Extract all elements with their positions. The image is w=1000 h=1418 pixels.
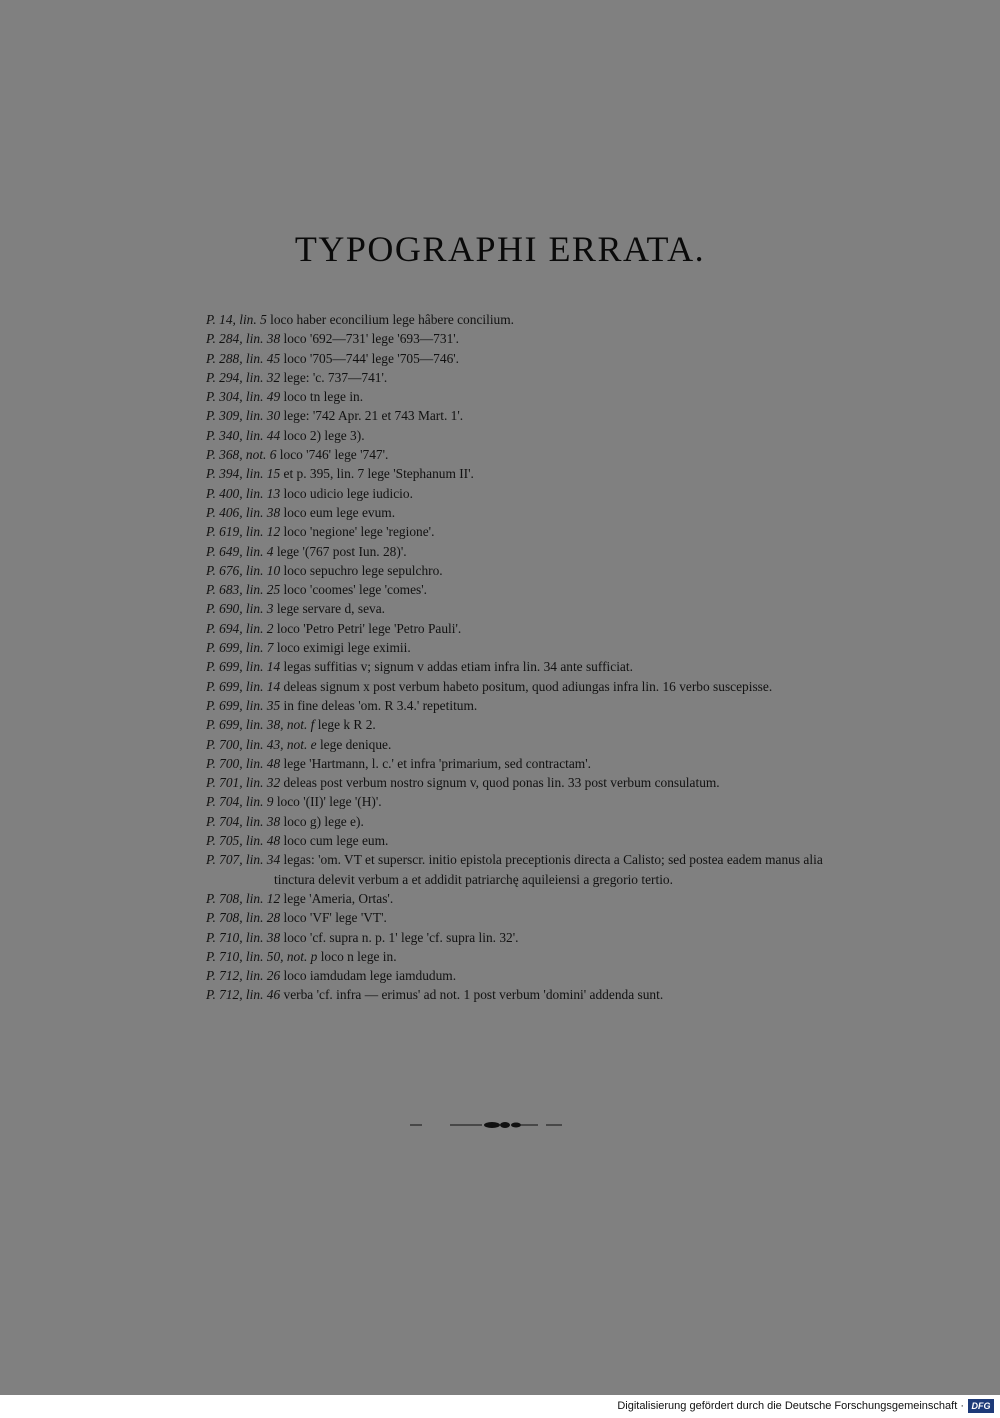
errata-entry xyxy=(206,503,836,522)
entry-correction: loco '692—731' lege '693—731'. xyxy=(280,331,460,347)
entry-reference: P. 394, lin. 15 xyxy=(206,466,281,482)
entry-correction: loco n lege in. xyxy=(317,948,397,964)
errata-entry xyxy=(206,368,836,387)
entry-reference: P. 400, lin. 13 xyxy=(206,485,281,501)
entry-correction: loco eximigi lege eximii. xyxy=(273,640,411,656)
entry-reference: P. 699, lin. 14 xyxy=(206,678,281,694)
entry-reference: P. 406, lin. 38 xyxy=(206,504,281,520)
errata-entry xyxy=(206,522,836,541)
entry-correction: loco '(II)' lege '(H)'. xyxy=(273,794,382,810)
entry-correction: loco '705—744' lege '705—746'. xyxy=(280,350,460,366)
dfg-logo: DFG xyxy=(968,1399,994,1413)
entry-correction: legas: 'om. VT et superscr. initio epistola preceptionis directa a Calisto; sed postea eadem manus alia tinctura delevit verbum a et addidit patriarchę aquileiensi a gregorio tertio. xyxy=(274,852,823,887)
errata-entry xyxy=(206,484,836,503)
errata-entry xyxy=(206,406,836,425)
entry-reference: P. 288, lin. 45 xyxy=(206,350,281,366)
entry-correction: loco 'cf. supra n. p. 1' lege 'cf. supra lin. 32'. xyxy=(280,929,519,945)
entry-reference: P. 676, lin. 10 xyxy=(206,562,281,578)
errata-entry xyxy=(206,542,836,561)
errata-entry xyxy=(206,715,836,734)
entry-correction: lege '(767 post Iun. 28)'. xyxy=(273,543,407,559)
entry-correction: loco tn lege in. xyxy=(280,389,364,405)
errata-entry xyxy=(206,638,836,657)
entry-reference: P. 304, lin. 49 xyxy=(206,389,281,405)
entry-reference: P. 704, lin. 38 xyxy=(206,813,281,829)
errata-entry xyxy=(206,580,836,599)
entry-correction: legas suffitias v; signum v addas etiam infra lin. 34 ante sufficiat. xyxy=(280,659,633,675)
entry-reference: P. 294, lin. 32 xyxy=(206,369,281,385)
entry-correction: lege: 'c. 737—741'. xyxy=(280,369,388,385)
entry-reference: P. 340, lin. 44 xyxy=(206,427,281,443)
errata-entry xyxy=(206,310,836,329)
errata-entry xyxy=(206,735,836,754)
entry-reference: P. 708, lin. 28 xyxy=(206,910,281,926)
errata-entry xyxy=(206,696,836,715)
entry-correction: loco '746' lege '747'. xyxy=(276,447,389,463)
entry-correction: lege k R 2. xyxy=(314,717,376,733)
errata-entry xyxy=(206,329,836,348)
entry-reference: P. 690, lin. 3 xyxy=(206,601,274,617)
errata-entry xyxy=(206,599,836,618)
entry-correction: lege: '742 Apr. 21 et 743 Mart. 1'. xyxy=(280,408,464,424)
ornament-divider xyxy=(408,1120,568,1130)
page-title: TYPOGRAPHI ERRATA. xyxy=(294,229,706,269)
errata-entry xyxy=(206,850,836,889)
entry-correction: loco 2) lege 3). xyxy=(280,427,365,443)
errata-list xyxy=(206,310,836,1005)
entry-reference: P. 708, lin. 12 xyxy=(206,890,281,906)
entry-reference: P. 694, lin. 2 xyxy=(206,620,274,636)
errata-entry xyxy=(206,985,836,1004)
errata-entry xyxy=(206,677,836,696)
errata-entry xyxy=(206,349,836,368)
entry-correction: lege denique. xyxy=(316,736,392,752)
entry-reference: P. 705, lin. 48 xyxy=(206,833,281,849)
entry-reference: P. 619, lin. 12 xyxy=(206,524,281,540)
footer-bar xyxy=(0,1395,1000,1418)
entry-correction: verba 'cf. infra — erimus' ad not. 1 post verbum 'domini' addenda sunt. xyxy=(280,987,664,1003)
funding-notice: Digitalisierung gefördert durch die Deutsche Forschungsgemeinschaft · xyxy=(617,1400,964,1412)
errata-entry xyxy=(206,657,836,676)
entry-reference: P. 700, lin. 43, not. e xyxy=(206,736,317,752)
entry-correction: loco iamdudam lege iamdudum. xyxy=(280,968,457,984)
entry-reference: P. 707, lin. 34 xyxy=(206,852,281,868)
errata-entry xyxy=(206,773,836,792)
entry-correction: loco 'VF' lege 'VT'. xyxy=(280,910,387,926)
entry-reference: P. 309, lin. 30 xyxy=(206,408,281,424)
errata-entry xyxy=(206,928,836,947)
entry-reference: P. 699, lin. 38, not. f xyxy=(206,717,315,733)
errata-entry xyxy=(206,947,836,966)
entry-correction: in fine deleas 'om. R 3.4.' repetitum. xyxy=(280,697,478,713)
entry-reference: P. 699, lin. 7 xyxy=(206,640,274,656)
errata-entry xyxy=(206,812,836,831)
entry-reference: P. 704, lin. 9 xyxy=(206,794,274,810)
errata-entry xyxy=(206,445,836,464)
entry-correction: loco 'negione' lege 'regione'. xyxy=(280,524,435,540)
entry-reference: P. 701, lin. 32 xyxy=(206,775,281,791)
errata-entry xyxy=(206,966,836,985)
entry-reference: P. 712, lin. 46 xyxy=(206,987,281,1003)
errata-entry xyxy=(206,908,836,927)
entry-reference: P. 710, lin. 38 xyxy=(206,929,281,945)
entry-reference: P. 712, lin. 26 xyxy=(206,968,281,984)
entry-correction: loco sepuchro lege sepulchro. xyxy=(280,562,443,578)
entry-correction: loco 'Petro Petri' lege 'Petro Pauli'. xyxy=(273,620,462,636)
errata-entry xyxy=(206,464,836,483)
entry-correction: et p. 395, lin. 7 lege 'Stephanum II'. xyxy=(280,466,474,482)
entry-correction: lege 'Hartmann, l. c.' et infra 'primarium, sed contractam'. xyxy=(280,755,591,771)
entry-reference: P. 699, lin. 35 xyxy=(206,697,281,713)
errata-entry xyxy=(206,792,836,811)
errata-entry xyxy=(206,831,836,850)
entry-reference: P. 14, lin. 5 xyxy=(206,312,267,327)
entry-reference: P. 368, not. 6 xyxy=(206,447,277,463)
entry-reference: P. 284, lin. 38 xyxy=(206,331,281,347)
errata-entry xyxy=(206,889,836,908)
entry-correction: loco udicio lege iudicio. xyxy=(280,485,413,501)
errata-entry xyxy=(206,754,836,773)
entry-reference: P. 649, lin. 4 xyxy=(206,543,274,559)
errata-entry xyxy=(206,426,836,445)
entry-correction: loco eum lege evum. xyxy=(280,504,396,520)
entry-reference: P. 710, lin. 50, not. p xyxy=(206,948,318,964)
errata-entry xyxy=(206,387,836,406)
entry-correction: deleas signum x post verbum habeto positum, quod adiungas infra lin. 16 verbo suscepisse. xyxy=(280,678,773,694)
errata-entry xyxy=(206,619,836,638)
entry-correction: lege 'Ameria, Ortas'. xyxy=(280,890,394,906)
entry-reference: P. 699, lin. 14 xyxy=(206,659,281,675)
entry-correction: loco g) lege e). xyxy=(280,813,364,829)
entry-correction: lege servare d, seva. xyxy=(273,601,386,617)
entry-correction: loco haber econcilium lege hâbere concilium. xyxy=(266,312,515,327)
entry-correction: loco 'coomes' lege 'comes'. xyxy=(280,582,428,598)
entry-reference: P. 683, lin. 25 xyxy=(206,582,281,598)
entry-reference: P. 700, lin. 48 xyxy=(206,755,281,771)
entry-correction: loco cum lege eum. xyxy=(280,833,389,849)
entry-correction: deleas post verbum nostro signum v, quod ponas lin. 33 post verbum consulatum. xyxy=(280,775,720,791)
errata-entry xyxy=(206,561,836,580)
